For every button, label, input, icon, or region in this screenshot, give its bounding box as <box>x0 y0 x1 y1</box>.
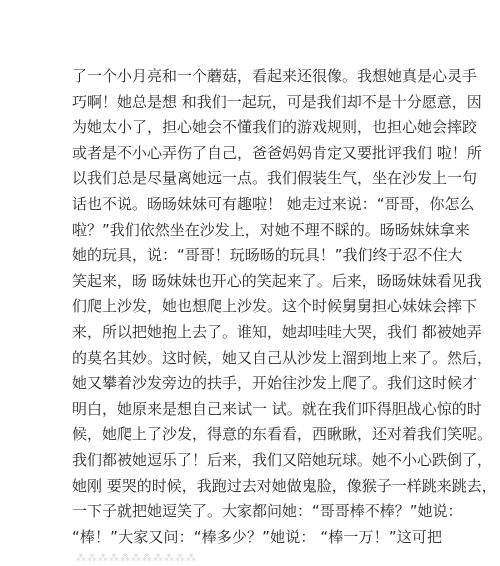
essay-text <box>72 64 497 550</box>
text-line-19: “棒！”大家又问：“棒多少？”她说： “棒一万！”这可把 <box>72 527 442 546</box>
text-line-3: 为她太小了，担心她会不懂我们的游戏规则，也担心她会摔跤 <box>72 118 478 137</box>
text-line-10: 们爬上沙发，她也想爬上沙发。这个时候舅舅担心妹妹会摔下 <box>72 297 478 316</box>
text-line-18: 一下子就把她逗笑了。大家都问她：“哥哥棒不棒？”她说： <box>72 502 463 521</box>
text-line-14: 明白，她原来是想自己来试一 试。就在我们吓得胆战心惊的时 <box>72 399 482 418</box>
text-line-8: 她的玩具，说：“哥哥！玩旸旸的玩具！”我们终于忍不住大 <box>72 246 463 265</box>
text-line-9: 笑起来，旸 旸妹妹也开心的笑起来了。后来，旸旸妹妹看见我 <box>72 271 482 290</box>
text-line-4: 或者是不小心弄伤了自己，爸爸妈妈肯定又要批评我们 啦！所 <box>72 143 482 162</box>
faint-watermark: ⁂⁂⁂⁂⁂⁂⁂⁂⁂⁂⁂ <box>76 553 197 564</box>
text-line-16: 我们都被她逗乐了！后来，我们又陪她玩球。她不小心跌倒了， <box>72 450 493 469</box>
text-line-7: 啦？”我们依然坐在沙发上，对她不理不睬的。旸旸妹妹拿来 <box>72 220 470 239</box>
text-line-1: 了一个小月亮和一个蘑菇，看起来还很像。我想她真是心灵手 <box>72 67 478 85</box>
text-line-6: 话也不说。旸旸妹妹可有趣啦！ 她走过来说：“哥哥，你怎么 <box>72 194 475 213</box>
text-line-13: 她又攀着沙发旁边的扶手，开始往沙发上爬了。我们这时候才 <box>72 374 478 393</box>
text-line-2: 巧啊！她总是想 和我们一起玩，可是我们却不是十分愿意，因 <box>72 92 482 111</box>
text-line-5: 以我们总是尽量离她远一点。我们假装生气，坐在沙发上一句 <box>72 169 478 188</box>
text-line-17: 她刚 要哭的时候，我跑过去对她做鬼脸，像猴子一样跳来跳去， <box>72 476 497 495</box>
text-line-12: 的莫名其妙。这时候，她又自己从沙发上溜到地上来了。然后， <box>72 348 493 367</box>
text-line-11: 来，所以把她抱上去了。谁知，她却哇哇大哭，我们 都被她弄 <box>72 322 482 341</box>
text-line-15: 候，她爬上了沙发，得意的东看看，西瞅瞅，还对着我们笑呢。 <box>72 425 493 444</box>
